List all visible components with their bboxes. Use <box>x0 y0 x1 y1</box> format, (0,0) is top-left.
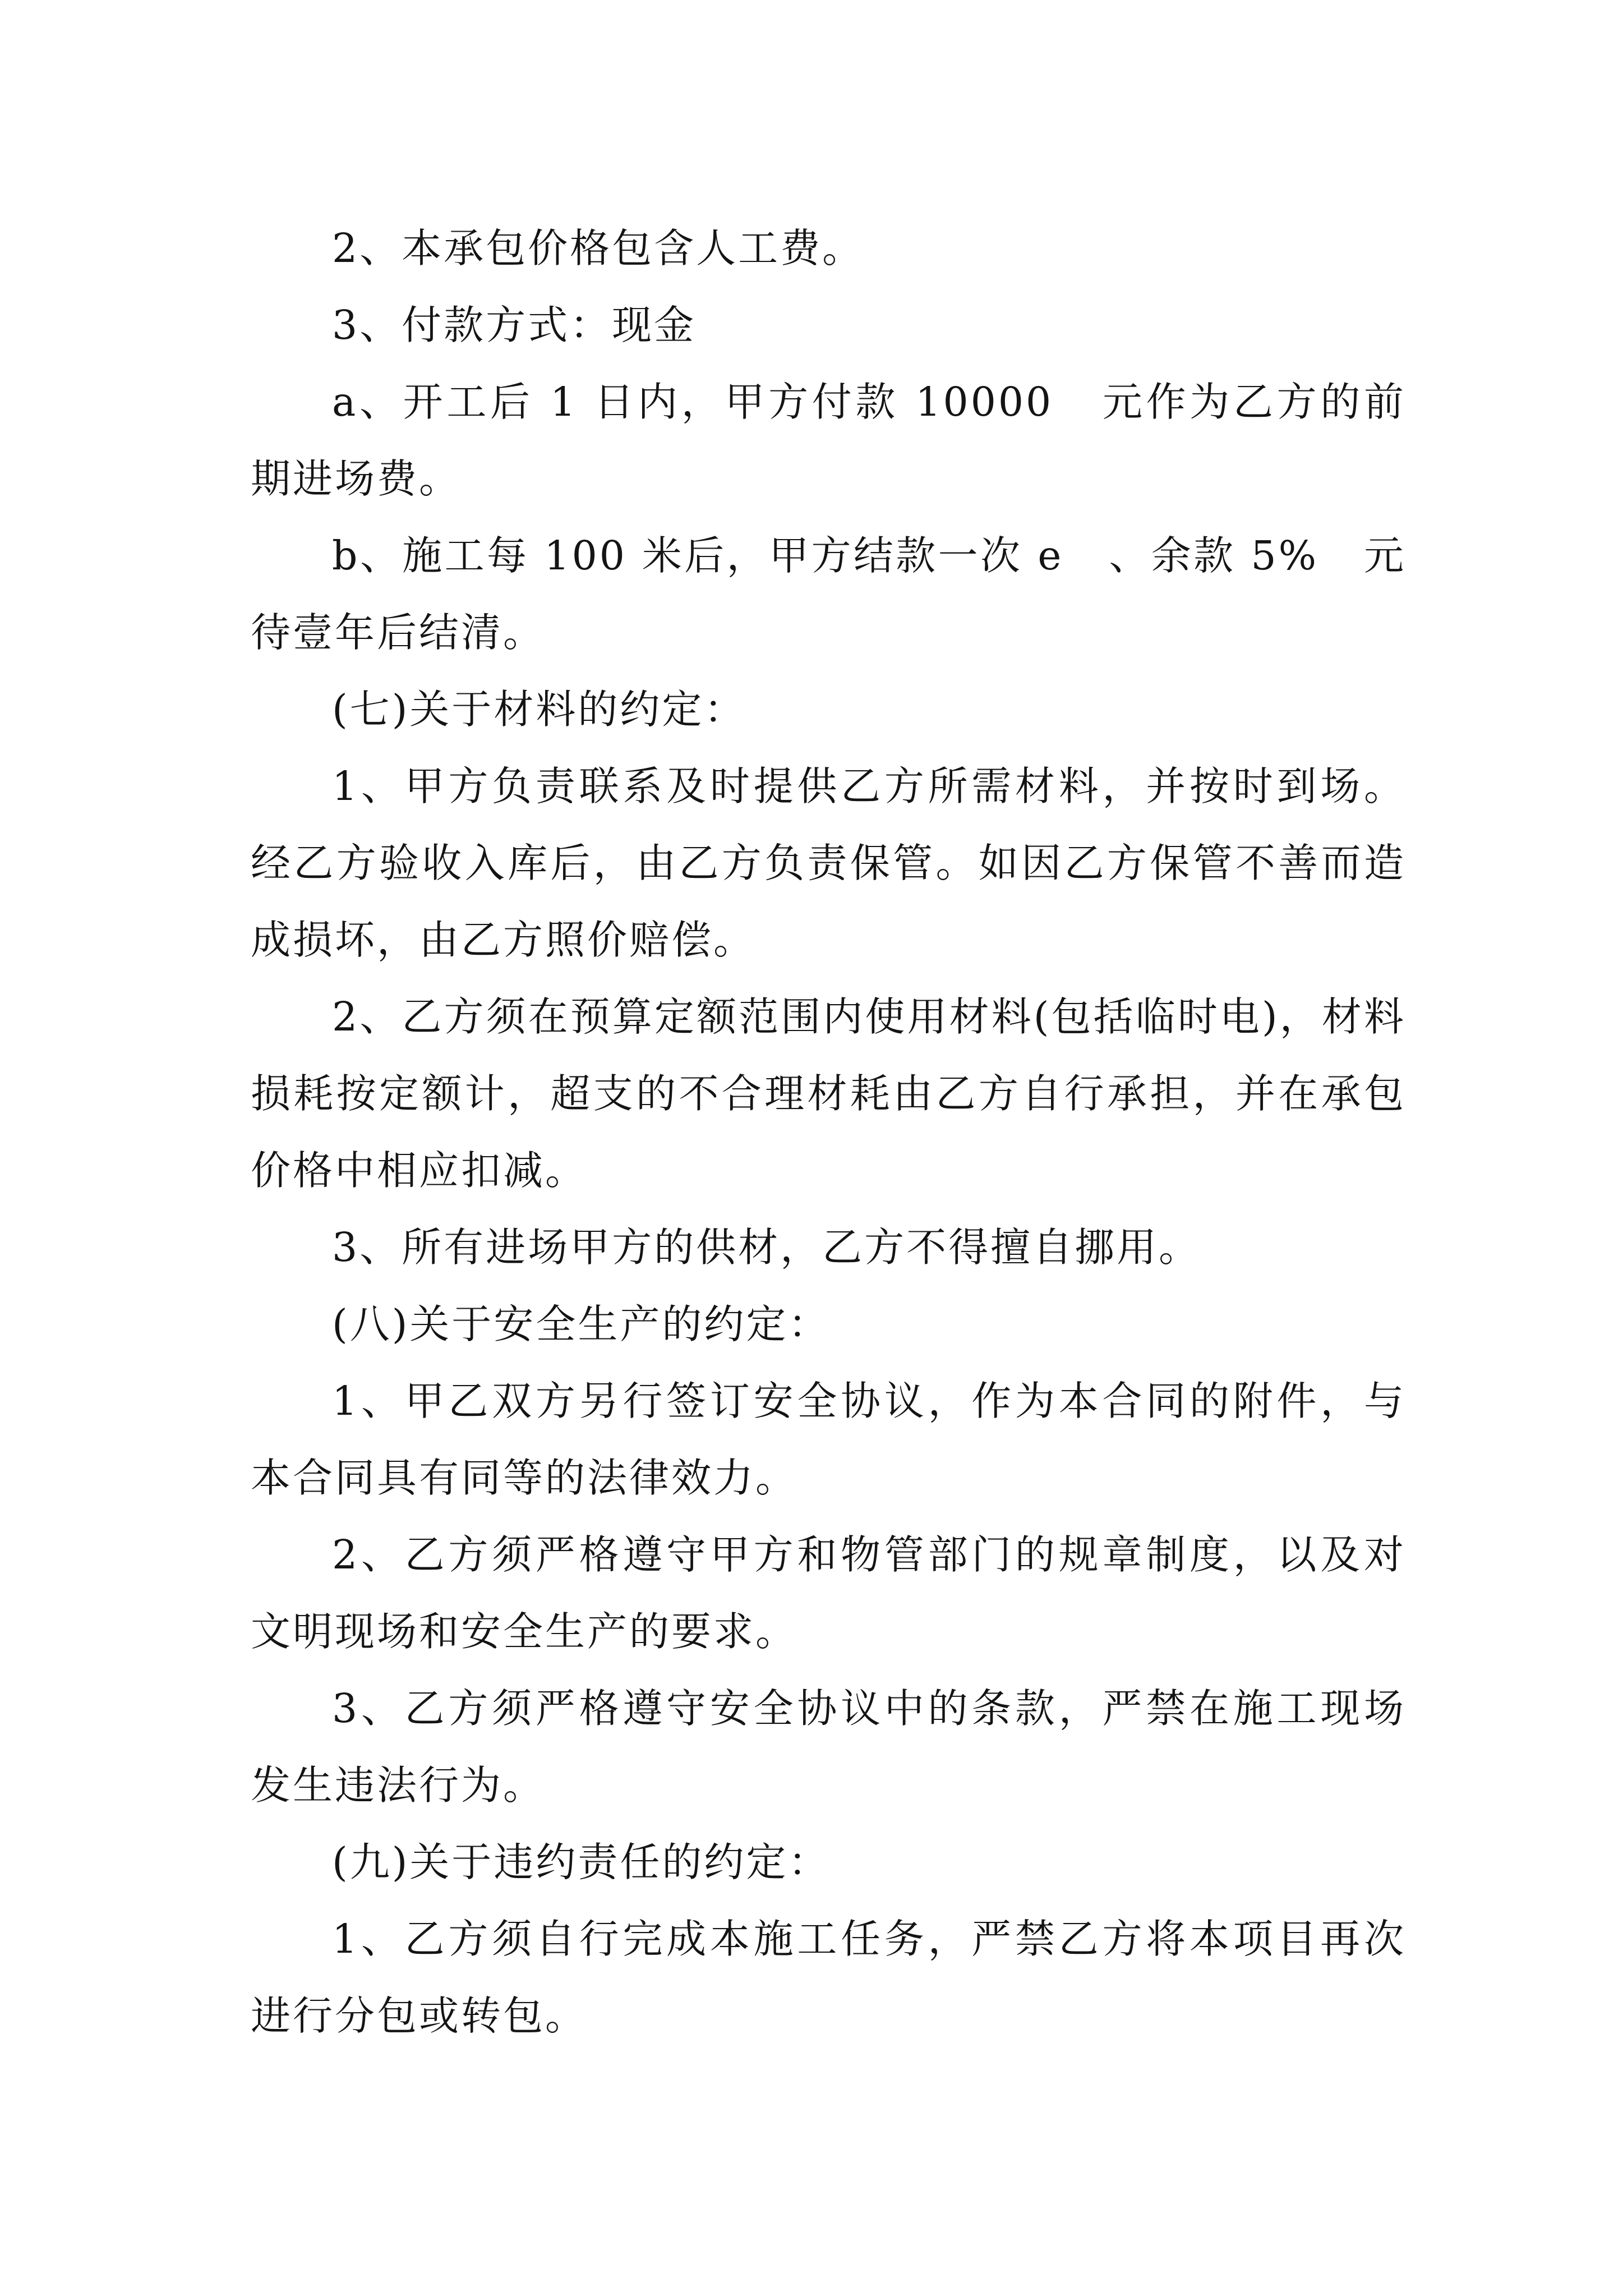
contract-text <box>251 210 1406 2054</box>
section-heading-breach: (九)关于违约责任的约定： <box>332 1839 831 1885</box>
paragraph-payment-b: b、施工每 100 米后，甲方结款一次 e 、余款 5% 元待壹年后结清。 <box>251 532 1406 656</box>
paragraph-materials-2: 2、乙方须在预算定额范围内使用材料(包括临时电)，材料损耗按定额计，超支的不合理材耗由乙方自行承担，并在承包价格中相应扣减。 <box>251 993 1406 1194</box>
paragraph-materials-3: 3、所有进场甲方的供材，乙方不得擅自挪用。 <box>332 1224 1201 1271</box>
paragraph-payment-a: a、开工后 1 日内，甲方付款 10000 元作为乙方的前期进场费。 <box>251 379 1406 502</box>
paragraph-materials-1: 1、甲方负责联系及时提供乙方所需材料，并按时到场。经乙方验收入库后，由乙方负责保管。如因乙方保管不善而造成损坏，由乙方照价赔偿。 <box>251 763 1406 963</box>
paragraph-safety-1: 1、甲乙双方另行签订安全协议，作为本合同的附件，与本合同具有同等的法律效力。 <box>251 1378 1406 1501</box>
paragraph-payment-method: 3、付款方式：现金 <box>332 302 697 348</box>
paragraph-safety-3: 3、乙方须严格遵守安全协议中的条款，严禁在施工现场发生违法行为。 <box>251 1685 1406 1809</box>
section-heading-safety: (八)关于安全生产的约定： <box>332 1301 831 1347</box>
paragraph-labor-cost: 2、本承包价格包含人工费。 <box>332 225 865 272</box>
paragraph-breach-1: 1、乙方须自行完成本施工任务，严禁乙方将本项目再次进行分包或转包。 <box>251 1916 1406 2039</box>
section-heading-materials: (七)关于材料的约定： <box>332 686 746 733</box>
paragraph-safety-2: 2、乙方须严格遵守甲方和物管部门的规章制度，以及对文明现场和安全生产的要求。 <box>251 1531 1406 1655</box>
